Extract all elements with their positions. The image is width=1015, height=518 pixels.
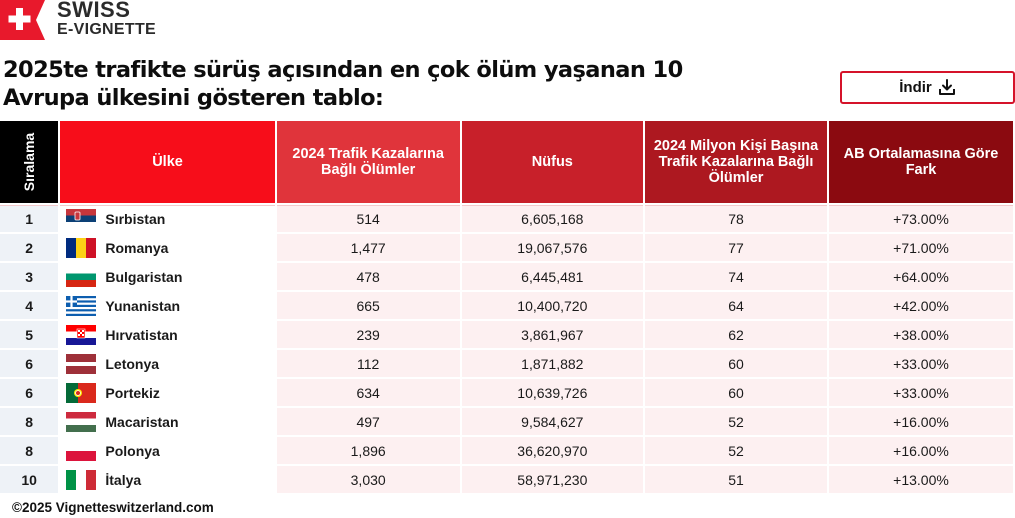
eu-diff-cell: +38.00% (829, 321, 1013, 348)
column-header-population[interactable]: Nüfus (462, 121, 643, 203)
swiss-flag-icon (0, 0, 45, 40)
latvia-flag-icon (66, 354, 96, 374)
per-million-cell: 78 (645, 205, 827, 232)
eu-diff-cell: +16.00% (829, 408, 1013, 435)
poland-flag-icon (66, 441, 96, 461)
table-row (0, 437, 1013, 464)
country-name: Macaristan (105, 413, 179, 430)
country-name: Polonya (105, 442, 160, 459)
eu-diff-cell: +64.00% (829, 263, 1013, 290)
column-header-per-million[interactable]: 2024 Milyon Kişi Başına Trafik Kazalarına Bağlı Ölümler (645, 121, 827, 203)
country-name: Letonya (105, 355, 160, 372)
per-million-cell: 60 (645, 379, 827, 406)
table-row (0, 408, 1013, 435)
download-button[interactable] (840, 71, 1015, 104)
population-cell: 1,871,882 (462, 350, 643, 377)
column-header-deaths[interactable]: 2024 Trafik Kazalarına Bağlı Ölümler (277, 121, 460, 203)
country-cell (60, 263, 274, 290)
eu-diff-cell: +73.00% (829, 205, 1013, 232)
copyright-footer: ©2025 Vignetteswitzerland.com (12, 500, 214, 515)
country-cell (60, 205, 274, 232)
eu-diff-cell: +71.00% (829, 234, 1013, 261)
per-million-cell: 62 (645, 321, 827, 348)
greece-flag-icon (66, 296, 96, 316)
country-cell (60, 408, 274, 435)
table-row (0, 292, 1013, 319)
deaths-cell: 497 (277, 408, 460, 435)
deaths-cell: 112 (277, 350, 460, 377)
portugal-flag-icon (66, 383, 96, 403)
per-million-cell: 52 (645, 408, 827, 435)
rank-cell: 3 (0, 263, 58, 290)
brand-name (57, 0, 156, 38)
table-row (0, 321, 1013, 348)
traffic-deaths-table (0, 119, 1015, 495)
population-cell: 6,605,168 (462, 205, 643, 232)
country-cell (60, 321, 274, 348)
deaths-cell: 3,030 (277, 466, 460, 493)
rank-cell: 8 (0, 437, 58, 464)
population-cell: 58,971,230 (462, 466, 643, 493)
rank-cell: 6 (0, 350, 58, 377)
eu-diff-cell: +16.00% (829, 437, 1013, 464)
per-million-cell: 60 (645, 350, 827, 377)
per-million-cell: 77 (645, 234, 827, 261)
population-cell: 3,861,967 (462, 321, 643, 348)
download-button-label: İndir (899, 79, 932, 96)
column-header-rank[interactable]: Sıralama (0, 121, 58, 203)
country-name: Sırbistan (105, 211, 166, 227)
country-name: Bulgaristan (105, 268, 183, 285)
country-cell (60, 350, 274, 377)
deaths-cell: 239 (277, 321, 460, 348)
country-cell (60, 466, 274, 493)
country-name: Hırvatistan (105, 326, 178, 343)
population-cell: 9,584,627 (462, 408, 643, 435)
population-cell: 36,620,970 (462, 437, 643, 464)
per-million-cell: 51 (645, 466, 827, 493)
table-row (0, 350, 1013, 377)
population-cell: 19,067,576 (462, 234, 643, 261)
rank-cell: 5 (0, 321, 58, 348)
rank-cell: 6 (0, 379, 58, 406)
table-row (0, 205, 1013, 232)
bulgaria-flag-icon (66, 267, 96, 287)
column-header-country[interactable]: Ülke (60, 121, 274, 203)
per-million-cell: 74 (645, 263, 827, 290)
table-row (0, 379, 1013, 406)
table-row (0, 234, 1013, 261)
column-header-eu-diff[interactable]: AB Ortalamasına Göre Fark (829, 121, 1013, 203)
hungary-flag-icon (66, 412, 96, 432)
population-cell: 6,445,481 (462, 263, 643, 290)
serbia-flag-icon (66, 209, 96, 229)
eu-diff-cell: +33.00% (829, 350, 1013, 377)
rank-cell: 8 (0, 408, 58, 435)
brand-logo[interactable] (0, 0, 156, 40)
italy-flag-icon (66, 470, 96, 490)
deaths-cell: 478 (277, 263, 460, 290)
country-name: Romanya (105, 239, 169, 256)
eu-diff-cell: +42.00% (829, 292, 1013, 319)
table-row (0, 263, 1013, 290)
rank-cell: 1 (0, 205, 58, 232)
per-million-cell: 64 (645, 292, 827, 319)
deaths-cell: 634 (277, 379, 460, 406)
country-cell (60, 437, 274, 464)
population-cell: 10,400,720 (462, 292, 643, 319)
page-title: 2025te trafikte sürüş açısından en çok ölüm yaşanan 10 Avrupa ülkesini gösteren tablo: (3, 57, 683, 111)
per-million-cell: 52 (645, 437, 827, 464)
rank-cell: 10 (0, 466, 58, 493)
deaths-cell: 1,477 (277, 234, 460, 261)
country-cell (60, 292, 274, 319)
population-cell: 10,639,726 (462, 379, 643, 406)
rank-cell: 4 (0, 292, 58, 319)
brand-line-1: SWISS (57, 0, 131, 22)
download-icon (938, 79, 956, 96)
country-cell (60, 379, 274, 406)
table-row (0, 466, 1013, 493)
deaths-cell: 1,896 (277, 437, 460, 464)
country-name: Portekiz (105, 384, 160, 401)
deaths-cell: 514 (277, 205, 460, 232)
eu-diff-cell: +13.00% (829, 466, 1013, 493)
rank-cell: 2 (0, 234, 58, 261)
croatia-flag-icon (66, 325, 96, 345)
country-name: İtalya (105, 471, 142, 488)
country-cell (60, 234, 274, 261)
eu-diff-cell: +33.00% (829, 379, 1013, 406)
deaths-cell: 665 (277, 292, 460, 319)
brand-line-2: E-VIGNETTE (57, 21, 157, 38)
country-name: Yunanistan (105, 297, 181, 314)
romania-flag-icon (66, 238, 96, 258)
table-header-row (0, 121, 1013, 203)
